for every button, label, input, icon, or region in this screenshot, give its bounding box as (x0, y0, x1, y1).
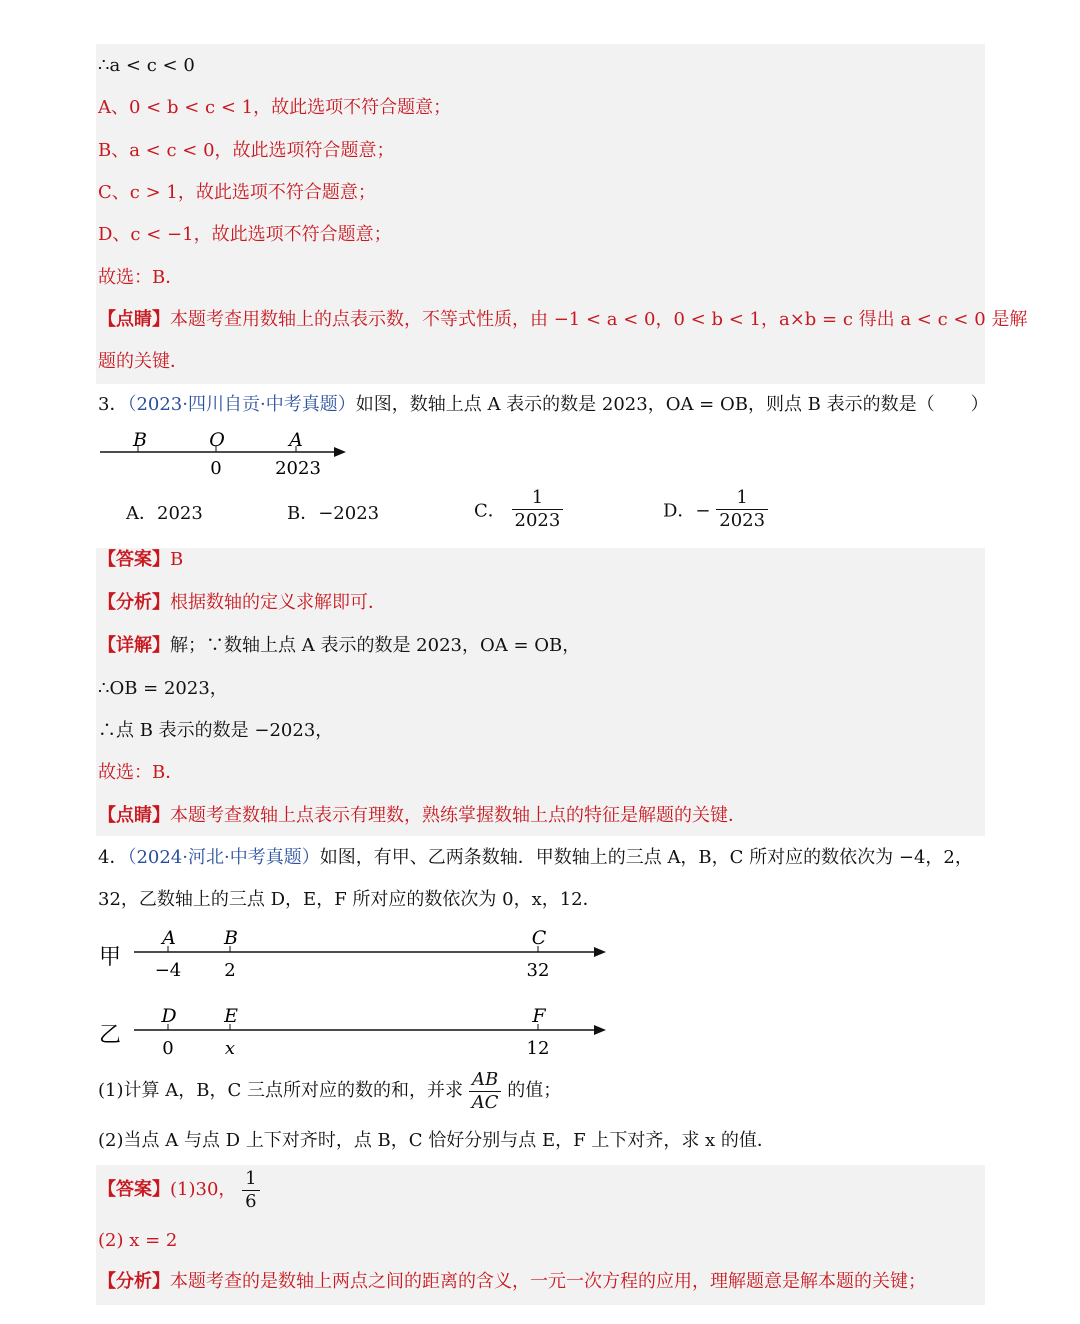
option-analysis-c: C、c > 1，故此选项不符合题意； (98, 182, 376, 203)
axis-name-yi: 乙 (98, 1023, 122, 1048)
denominator: 6 (245, 1190, 257, 1212)
question-number: 4． (98, 847, 128, 868)
option-b: B．−2023 (287, 503, 380, 524)
option-d-prefix: D．− (663, 500, 711, 522)
denominator: AC (471, 1091, 499, 1113)
dianjing-tag: 【点睛】 (98, 805, 170, 826)
point-label-d: D (161, 1005, 177, 1027)
point-label-c: C (531, 927, 547, 949)
numerator: 1 (716, 487, 768, 510)
dianjing-line (98, 308, 1027, 332)
option-analysis-d: D、c < −1，故此选项不符合题意； (98, 224, 392, 245)
fraction (716, 487, 768, 532)
tick-value: −4 (154, 960, 182, 981)
fraction (512, 487, 564, 532)
point-label-o: O (209, 429, 225, 451)
sub-question-1-prefix: (1)计算 A，B，C 三点所对应的数的和，并求 (98, 1080, 463, 1101)
answer-part-1: (1)30， (170, 1179, 237, 1200)
question-3-stem (98, 393, 989, 417)
option-d (663, 487, 768, 532)
number-line-jia (96, 922, 616, 982)
question-4-stem (98, 846, 973, 870)
dianjing-line (98, 804, 746, 828)
dianjing-text: 本题考查用数轴上的点表示数，不等式性质，由 −1 < a < 0，0 < b < 1，a×b = c 得出 a < c < 0 是解 (170, 309, 1028, 330)
denominator: 2023 (514, 510, 561, 531)
question-source: （2023·四川自贡·中考真题） (127, 394, 356, 415)
question-source: （2024·河北·中考真题） (127, 847, 320, 868)
tick-value: 32 (526, 960, 550, 981)
solution-line: ∴点 B 表示的数是 −2023， (98, 720, 334, 741)
solution-block-1 (96, 44, 985, 384)
dianjing-text: 本题考查数轴上点表示有理数，熟练掌握数轴上点的特征是解题的关键． (170, 805, 746, 826)
question-text: 如图，数轴上点 A 表示的数是 2023，OA = OB，则点 B 表示的数是（ ） (355, 394, 989, 415)
detail-text: 解；∵数轴上点 A 表示的数是 2023，OA = OB， (170, 635, 581, 656)
detail-tag: 【详解】 (98, 635, 170, 656)
answer-line (98, 1166, 260, 1214)
axis-name-jia: 甲 (98, 945, 122, 970)
analysis-line (98, 591, 386, 615)
point-label-e: E (224, 1005, 238, 1027)
tick-value-2023: 2023 (275, 458, 321, 479)
option-c-prefix: C． (474, 500, 506, 522)
question-4-stem-2: 32，乙数轴上的三点 D，E，F 所对应的数依次为 0，x，12． (98, 889, 601, 910)
choice-line: 故选：B． (98, 762, 184, 783)
analysis-tag: 【分析】 (98, 1271, 170, 1292)
answer-tag: 【答案】 (98, 549, 170, 570)
tick-value: 0 (162, 1038, 174, 1059)
point-label-b: B (224, 927, 238, 949)
solution-line: ∴OB = 2023， (98, 678, 228, 699)
point-label-a: A (162, 927, 176, 949)
numerator: 1 (512, 487, 564, 510)
answer-line (98, 548, 183, 572)
analysis-text: 根据数轴的定义求解即可． (170, 592, 386, 613)
option-a: A．2023 (126, 503, 203, 524)
option-analysis-b: B、a < c < 0，故此选项符合题意； (98, 140, 395, 161)
point-label-f: F (532, 1005, 546, 1027)
detail-line (98, 634, 580, 658)
option-c (474, 487, 563, 532)
numerator: AB (469, 1069, 502, 1092)
number-line-yi (96, 1000, 616, 1060)
tick-value: 12 (526, 1038, 550, 1059)
point-label-a: A (289, 429, 303, 451)
sub-question-2: (2)当点 A 与点 D 上下对齐时，点 B，C 恰好分别与点 E，F 上下对齐，求 x 的值． (98, 1130, 775, 1151)
analysis-line (98, 1270, 926, 1294)
number-line-q3 (96, 428, 356, 484)
choice-line: 故选：B． (98, 267, 184, 288)
point-label-b: B (133, 429, 147, 451)
sub-question-1-suffix: 的值； (507, 1080, 562, 1101)
tick-value: 2 (224, 960, 236, 981)
sub-question-1 (98, 1068, 561, 1114)
solution-line: ∴a < c < 0 (98, 55, 195, 76)
analysis-tag: 【分析】 (98, 592, 170, 613)
answer-text: B (170, 549, 184, 570)
numerator: 1 (242, 1168, 259, 1191)
dianjing-tag: 【点睛】 (98, 309, 170, 330)
denominator: 2023 (719, 510, 766, 531)
answer-tag: 【答案】 (98, 1179, 170, 1200)
fraction (242, 1168, 259, 1213)
fraction-ab-ac (469, 1069, 502, 1114)
question-number: 3． (98, 394, 128, 415)
analysis-text: 本题考查的是数轴上两点之间的距离的含义，一元一次方程的应用，理解题意是解本题的关键； (170, 1271, 926, 1292)
question-text: 如图，有甲、乙两条数轴．甲数轴上的三点 A，B，C 所对应的数依次为 −4，2， (319, 847, 973, 868)
answer-part-2: (2) x = 2 (98, 1230, 178, 1251)
tick-value-0: 0 (210, 458, 222, 479)
option-analysis-a: A、0 < b < c < 1，故此选项不符合题意； (98, 97, 452, 118)
tick-value: x (224, 1038, 236, 1059)
dianjing-line-2: 题的关键． (98, 351, 188, 372)
